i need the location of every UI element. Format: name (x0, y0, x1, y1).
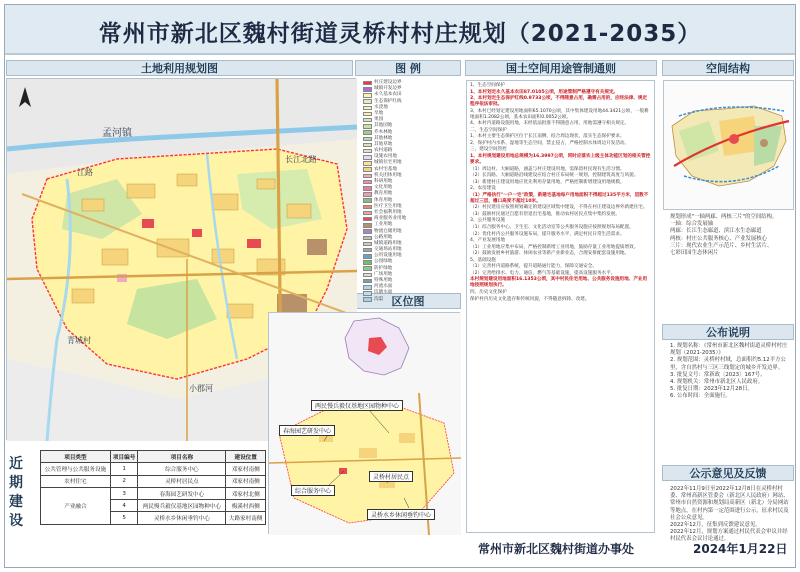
legend-label: 其他草地 (374, 141, 393, 147)
table-header: 项目类型 (41, 451, 111, 463)
text-paragraph: 2022年11月9日至2022年12月8日在灵桥村村委、常州高新区管委会（新北区人民政府）网站、常州市自然资源和规划局高新区（新北）分局网站等地点，在村内第一定范围进行公示，征求村民及社会公众意见。 (670, 486, 789, 521)
publicity-text (666, 341, 794, 453)
legend-label: 社会福利用地 (374, 209, 402, 215)
residential-block-9 (212, 249, 234, 263)
land-use-header-text: 土地利用规划图 (141, 62, 218, 75)
land-use-header (6, 60, 353, 76)
legend-label: 防护绿地 (374, 265, 393, 271)
text-paragraph: （3）鼓励村民通过自愿有偿退出宅基地，推动农村居民点集中集约发展。 (470, 211, 620, 217)
legend-swatch (363, 254, 372, 259)
industrial-block-2 (307, 239, 327, 255)
legend-label: 城镇住宅用地 (374, 160, 402, 166)
legend-swatch (363, 143, 372, 148)
location-label-3: 综合服务中心 (291, 485, 335, 496)
legend-swatch (363, 180, 372, 185)
control-header (465, 60, 657, 76)
location-label-4: 灵桥村居民点 (369, 471, 413, 482)
feedback-header (662, 465, 794, 481)
legend-label: 果园 (374, 117, 384, 123)
text-paragraph: 5、基础设施 (470, 257, 496, 263)
legend-label: 商业服务业用地 (374, 216, 407, 222)
label-jianglu: 江路 (77, 168, 93, 177)
text-paragraph: 4. 规划机关：常州市新北区人民政府。 (670, 379, 764, 386)
text-paragraph: 三、建设空间管控 (470, 147, 507, 153)
legend-swatch (363, 217, 372, 222)
legend-label: 河流水面 (374, 284, 393, 290)
legend-swatch (363, 266, 372, 271)
legend-label: 水浇地 (374, 104, 388, 110)
text-paragraph: 三片：现代农业生产示范片、乡村生活片、 (670, 242, 773, 249)
legend-label: 物流仓储用地 (374, 228, 402, 234)
legend-swatch (363, 192, 372, 197)
location-map[interactable] (268, 312, 460, 534)
loc-commercial-1 (339, 468, 347, 474)
text-paragraph: 2、本村划定生态保护红线0.9733公顷，不得随意占用，确需占用的，应经法律、规定程序依法审批。 (470, 96, 648, 108)
text-paragraph: （2）村民建房应按照规划确定的建设区域集中建设，不得在村庄建设边界外新建住宅。 (470, 205, 648, 211)
residential-block-12 (227, 304, 253, 318)
table-cell: 2 (110, 475, 137, 487)
legend-swatch (363, 248, 372, 253)
commercial-block-3 (247, 239, 261, 248)
text-paragraph: 1、本村划定永久基本农田87.0105公顷，用途管制严格遵守有关规定。 (470, 89, 619, 95)
text-paragraph: 规划形成"一轴两廊、两核三片"的空间结构。 (670, 214, 778, 220)
legend-label: 生态保护红线 (374, 98, 402, 104)
location-label-1: 两民慢兵毅仅基地区园物种中心 (311, 400, 403, 411)
legend-swatch (363, 297, 372, 302)
table-row (41, 475, 266, 487)
table-cell: 大路家村南侧 (226, 512, 266, 524)
label-qingcheng: 青城村 (67, 336, 91, 345)
feedback-header-text: 公示意见及反馈 (689, 467, 767, 480)
location-label-2: 春海园艺研发中心 (279, 425, 335, 436)
text-paragraph: （1）完善村内道路系统，提升道路通行能力，保障交通安全。 (470, 264, 597, 270)
legend-label: 农村道路 (374, 148, 393, 154)
structure-header-text: 空间结构 (706, 62, 750, 75)
legend-label: 城镇开发边界 (374, 86, 402, 92)
text-paragraph: （1）综合服务中心、卫生室、文化活动室等公共服务设施应按照规划布局配置。 (470, 225, 634, 231)
legend-label: 医疗卫生用地 (374, 203, 402, 209)
label-xiaotong: 小郡河 (189, 384, 213, 393)
legend-swatch (363, 81, 372, 86)
commercial-block-1 (142, 219, 154, 228)
legend-swatch (363, 155, 372, 160)
text-paragraph: 3. 批复文号：常新政〔2023〕167号。 (670, 371, 766, 378)
structure-header (662, 60, 794, 76)
footer-office: 常州市新北区魏村街道办事处 (478, 542, 635, 556)
structure-note (666, 212, 794, 322)
structure-core-1 (729, 134, 739, 144)
legend-swatch (363, 124, 372, 129)
legend-swatch (363, 291, 372, 296)
legend-label: 机关团体用地 (374, 172, 402, 178)
text-paragraph: 二、生态空间保护 (470, 127, 507, 133)
legend-swatch (363, 174, 372, 179)
text-paragraph: 本村规划建设用地面积16.1353公顷，其中村民住宅用地、公共服务设施用地、产业用地按照规划执行。 (470, 277, 648, 289)
legend-swatch (363, 161, 372, 166)
legend-label: 旱地 (374, 110, 384, 116)
north-arrow-icon (17, 87, 33, 109)
label-menghe-town: 孟河镇 (102, 128, 132, 139)
text-paragraph: 七彩田园生态休闲片 (670, 250, 719, 257)
recent-construction-text: 近期建设 (9, 456, 23, 529)
legend-label: 交通场站用地 (374, 247, 402, 253)
text-paragraph: 保护村内历史文化遗存和传统风貌，不得随意拆除、改建。 (470, 296, 590, 302)
legend-swatch (363, 223, 372, 228)
legend-swatch (363, 106, 372, 111)
footer-date: 2024年1月22日 (693, 542, 788, 556)
table-cell: 邓家村南侧 (226, 463, 266, 475)
text-paragraph: （3）新建村庄建设用地应优先利用存量用地，严格控制新增建设用地规模。 (470, 179, 625, 185)
table-header: 项目编号 (110, 451, 137, 463)
legend-swatch (363, 205, 372, 210)
table-cell: 3 (110, 487, 137, 499)
legend-header-text: 图 例 (395, 62, 421, 75)
text-paragraph: 5. 批复日期：2023年12月28日。 (670, 386, 753, 393)
table-cell: 梅溪村西侧 (226, 500, 266, 512)
legend-swatch (363, 273, 372, 278)
table-header: 项目名称 (138, 451, 226, 463)
text-paragraph: （1）周边村、大厢道路，涵盖与村庄建设用地，需保留村民现有生活习惯。 (470, 166, 625, 172)
text-paragraph: 3、公共服务设施 (470, 218, 506, 224)
location-map-svg (269, 313, 461, 535)
control-header-text: 国土空间用途管制通则 (506, 62, 616, 75)
table-cell: 两民慢兵毅仅基地区园物种中心 (138, 500, 226, 512)
legend-swatch (363, 229, 372, 234)
legend-label: 沟渠 (374, 296, 384, 302)
text-paragraph: 1、本村规划建设用地总规模为16.3997公顷，同时应落实上级主体功能区划的相关管控要求。 (470, 154, 651, 166)
text-paragraph: 2、农房建设 (470, 186, 496, 192)
legend-label: 工业用地 (374, 222, 393, 228)
legend-swatch (363, 242, 372, 247)
table-cell: 春海园艺研发中心 (138, 487, 226, 499)
legend-label: 科研用地 (374, 179, 393, 184)
label-changjiang-road: 长江北路 (285, 155, 317, 164)
legend-swatch (363, 260, 372, 265)
loc-residential-3 (399, 433, 415, 443)
legend-swatch (363, 112, 372, 117)
table-cell: 灵桥村居民点 (138, 475, 226, 487)
text-paragraph: （2）优化村内公共服务设施布局，提升服务水平，满足村民日常生活需求。 (470, 231, 625, 237)
legend-item (363, 297, 459, 303)
text-paragraph: 3、本村已经划定建设用地面积65.1070公顷，其中集体建设用地44.3421公顷，一般耕地面积1.2082公顷，基本农田面积0.0052公顷。 (470, 108, 649, 120)
legend-swatch (363, 167, 372, 172)
legend-label: 文化用地 (374, 185, 393, 191)
text-paragraph: 4、产业发展用地 (470, 238, 506, 244)
table-header-row (41, 451, 266, 463)
text-paragraph: 4、本村内道路设施用地，未经依法批准不得随意占用，用地需遵守相关规定。 (470, 121, 630, 127)
table-row (41, 487, 266, 499)
text-paragraph: 两核：村庄公共服务核心、产业发展核心 (670, 235, 768, 242)
table-cell: 1 (110, 463, 137, 475)
recent-construction-label (6, 455, 26, 531)
residential-block-2 (127, 184, 155, 198)
table-header: 建设位置 (226, 451, 266, 463)
text-paragraph: （2）完善给排水、电力、通信、燃气等基础设施，提高设施服务水平。 (470, 270, 616, 276)
text-paragraph: （2）长沟路、大厢道路沿线建设应结合村庄布局统一规划，控制建筑高度与风貌。 (470, 173, 639, 179)
location-header-text: 区位图 (391, 295, 425, 308)
legend-swatch (363, 118, 372, 123)
loc-residential-2 (359, 448, 377, 458)
legend-swatch (363, 279, 372, 284)
table-cell: 产业融合 (41, 487, 111, 524)
residential-block-11 (72, 289, 94, 303)
residential-block-6 (287, 204, 311, 218)
publicity-header (662, 324, 794, 340)
residential-block-1 (82, 199, 104, 211)
text-paragraph: 四、历史文化保护 (470, 290, 507, 295)
structure-core-2 (760, 139, 768, 147)
legend-label: 公路用地 (374, 234, 393, 240)
legend-label: 村庄建设边界 (374, 80, 402, 85)
legend-swatch (363, 149, 372, 154)
text-paragraph: 6. 公布时间：全面施行。 (670, 393, 731, 400)
table-cell: 农村住宅 (41, 475, 111, 487)
publicity-header-text: 公布说明 (706, 326, 750, 339)
legend-label: 农村宅基地 (374, 166, 397, 172)
page-title: 常州市新北区魏村街道灵桥村村庄规划（2021-2035） (98, 21, 702, 47)
residential-block-5 (257, 179, 275, 189)
residential-block-3 (177, 174, 197, 186)
text-paragraph: 2、保护村内水系、湿地等生态空间，禁止侵占，严格控制水体周边开发活动。 (470, 140, 630, 146)
legend-swatch (363, 285, 372, 290)
text-paragraph: 1. 规划名称：《常州市新北区魏村街道灵桥村村庄规划（2021-2035）》 (670, 343, 788, 357)
table-cell: 邓家村北侧 (226, 487, 266, 499)
legend-label: 特殊用地 (374, 278, 393, 283)
text-paragraph: 1、本村主要生态保护区位于长江南侧，结合周边现状，落实生态保护要求。 (470, 134, 625, 140)
legend-swatch (363, 211, 372, 216)
text-paragraph: （1）严格执行"一户一宅"政策，新建宅基地每户用地面积不得超过135平方米，层数不超过三层，檐口高度不超过10米。 (470, 192, 649, 204)
recent-projects-table (40, 450, 266, 525)
text-paragraph: 2. 规划范围：灵桥村村域，总面积约5.12平方公里，含自然村与三区三线划定的城乡开发边界。 (670, 357, 786, 371)
table-cell: 公共管理与公共服务设施 (41, 463, 111, 475)
legend-label: 广场用地 (374, 271, 393, 277)
legend-swatch (363, 93, 372, 98)
legend-label: 乔木林地 (374, 129, 393, 135)
legend-label: 公园绿地 (374, 259, 393, 265)
table-cell: 灵桥水乡休闲垂钓中心 (138, 512, 226, 524)
legend-swatch (363, 137, 372, 142)
text-paragraph: （2）鼓励发展乡村旅游、休闲农业等新产业新业态，合理安排配套设施用地。 (470, 251, 630, 257)
table-cell: 邓家村南侧 (226, 475, 266, 487)
legend-label: 体育用地 (374, 197, 393, 203)
title-bar (5, 5, 795, 55)
legend-swatch (363, 130, 372, 135)
legend-label: 坑塘水面 (374, 290, 393, 296)
legend-label: 永久基本农田 (374, 92, 402, 98)
legend-swatch (363, 186, 372, 191)
commercial-block-2 (192, 229, 202, 237)
legend-label: 教育用地 (374, 191, 393, 197)
residential-block-7 (102, 249, 128, 265)
structure-map-svg (664, 81, 795, 211)
table-cell: 4 (110, 500, 137, 512)
legend-label: 城镇道路用地 (374, 240, 402, 246)
table-cell: 5 (110, 512, 137, 524)
text-paragraph: 一轴：综合发展轴 (670, 221, 714, 228)
legend-swatch (363, 236, 372, 241)
structure-map[interactable] (663, 80, 794, 210)
text-paragraph: 2022年12月，规划方案通过村民代表会审议并经村民代表会议讨论通过。 (670, 529, 788, 543)
legend-label: 设施农用地 (374, 154, 397, 160)
legend-swatch (363, 198, 372, 203)
legend-label: 公用设施用地 (374, 253, 402, 259)
location-label-5: 灵桥水乡休闲垂钓中心 (367, 509, 435, 520)
table-row (41, 463, 266, 475)
legend-label: 其他园地 (374, 123, 393, 129)
text-paragraph: 2022年12月，征集到反馈建议意见。 (670, 522, 761, 529)
text-paragraph: 1、生态空间保护 (470, 83, 506, 88)
legend-header (355, 60, 461, 76)
table-cell: 综合服务中心 (138, 463, 226, 475)
text-paragraph: （1）工业用地应集中布局，严格控制新增工业用地，鼓励存量工业用地提质增效。 (470, 244, 639, 250)
residential-block-4 (212, 194, 238, 210)
legend-swatch (363, 99, 372, 104)
text-paragraph: 两廊：长江生态廊道、滨江水生态廊道 (670, 228, 762, 235)
legend-label: 其他林地 (374, 135, 393, 141)
legend-swatch (363, 87, 372, 92)
control-rules-text (466, 80, 655, 533)
